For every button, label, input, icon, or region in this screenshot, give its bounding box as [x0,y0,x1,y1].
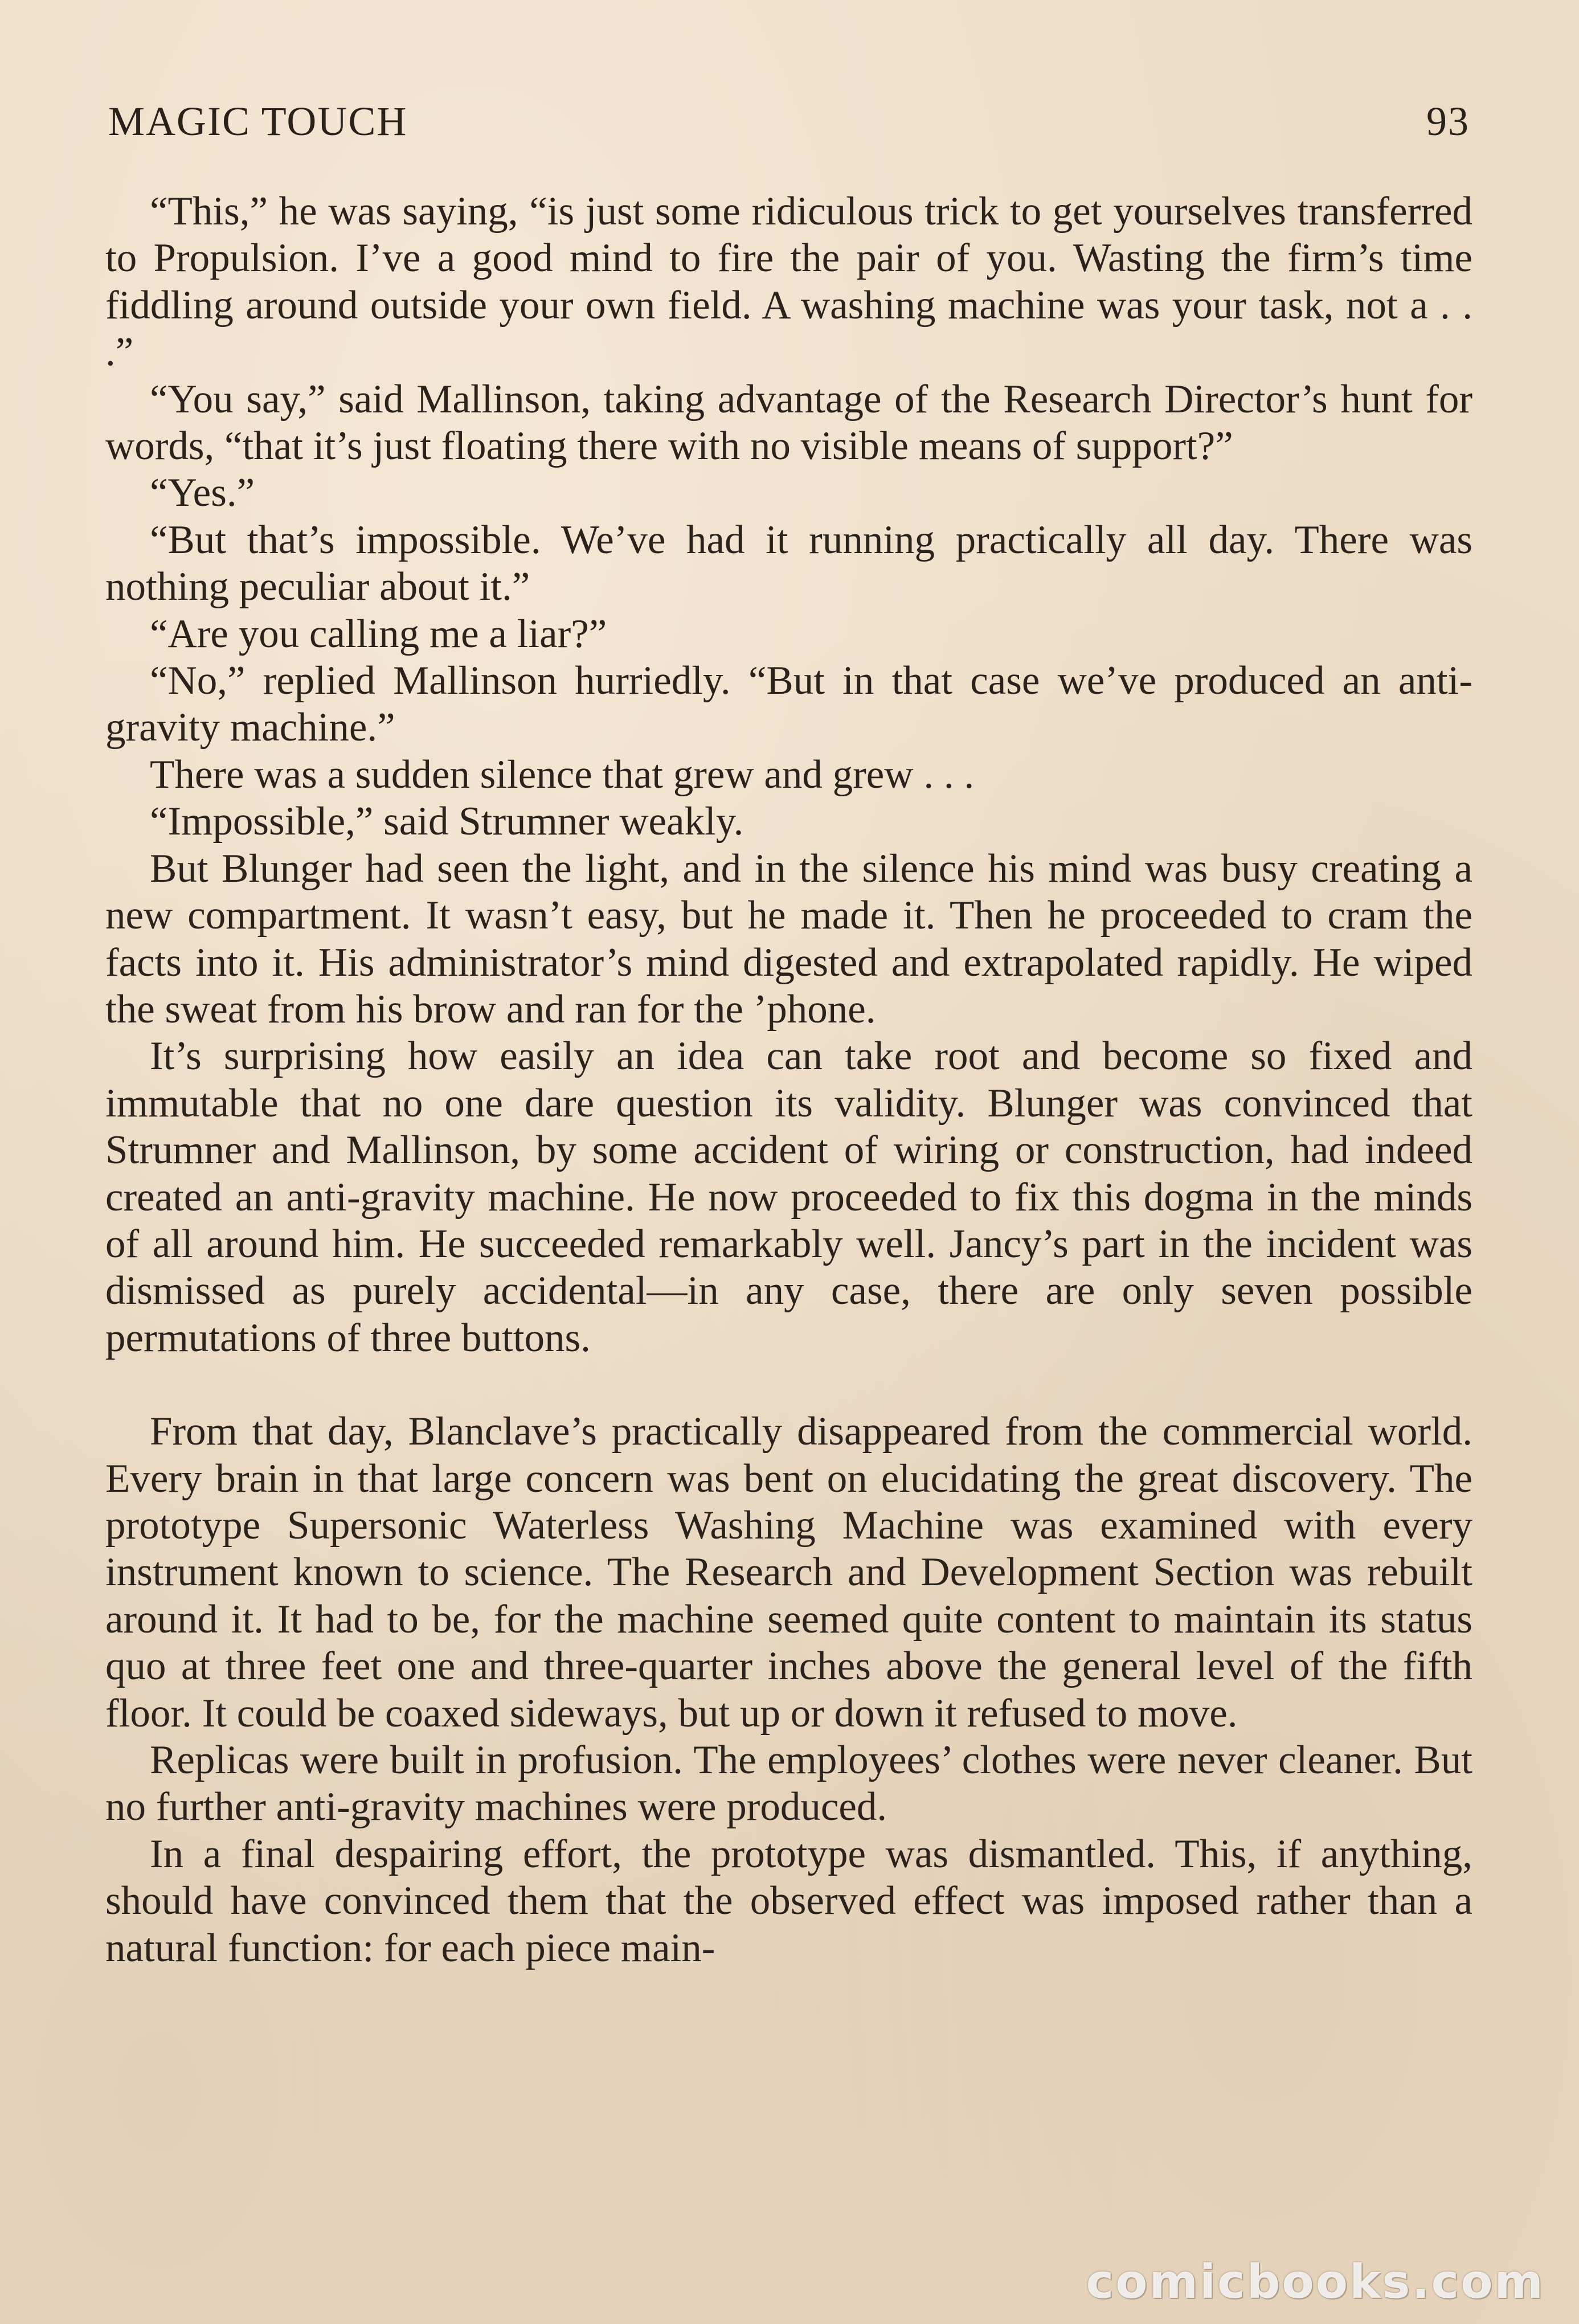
paragraph: But Blunger had seen the light, and in the silence his mind was busy creating a new compartment. It wasn’t easy, but he made it. Then he proceeded to cram the facts into it. His administrator’s mind digested and extrapolated rapidly. He wiped the sweat from his brow and ran for the ’phone. [105,846,1472,1032]
paragraph: From that day, Blanclave’s practically disappeared from the commercial world. Every brain in that large concern was bent on elucidating the great discovery. The prototype Supersonic Waterless Washing Machine was examined with every instrument known to science. The Research and Development Section was rebuilt around it. It had to be, for the machine seemed quite content to maintain its status quo at three feet one and three-quarter inches above the general level of the fifth floor. It could be coaxed sideways, but up or down it refused to move. [105,1409,1472,1736]
running-title: MAGIC TOUCH [108,99,408,144]
paragraph: “You say,” said Mallinson, taking advantage of the Research Director’s hunt for words, “that it’s just floating there with no visible means of support?” [105,377,1472,469]
paragraph: “No,” replied Mallinson hurriedly. “But in that case we’ve produced an anti-gravity machine.” [105,658,1472,750]
paragraph: In a final despairing effort, the prototype was dismantled. This, if anything, should have convinced them that the observed effect was imposed rather than a natural function: for each piece main- [105,1831,1472,1970]
page-number: 93 [1426,99,1470,144]
paragraph: It’s surprising how easily an idea can take root and become so fixed and immutable that no one dare question its validity. Blunger was convinced that Strumner and Mallinson, by some accident of wiring or construction, had indeed created an anti-gravity machine. He now proceeded to fix this dogma in the minds of all around him. He succeeded remarkably well. Jancy’s part in the incident was dismissed as purely accidental—in any case, there are only seven possible permutations of three buttons. [105,1034,1472,1360]
paragraph: “But that’s impossible. We’ve had it running practically all day. There was nothing peculiar about it.” [105,517,1472,609]
paragraph: There was a sudden silence that grew and grew . . . [150,752,975,797]
paragraph: “This,” he was saying, “is just some ridiculous trick to get yourselves transferred to Propulsion. I’ve a good mind to fire the pair of you. Wasting the firm’s time fiddling around outside your own field. A washing machine was your task, not a . . .” [105,189,1472,375]
paragraph: “Impossible,” said Strumner weakly. [150,799,744,844]
paragraph: “Yes.” [150,470,255,515]
paragraph: Replicas were built in profusion. The employees’ clothes were never cleaner. But no further anti-gravity machines were produced. [105,1738,1472,1830]
paragraph: “Are you calling me a liar?” [150,611,607,656]
body-text [105,188,1472,1971]
watermark-logo: comicbooks.com [1086,2255,1545,2309]
